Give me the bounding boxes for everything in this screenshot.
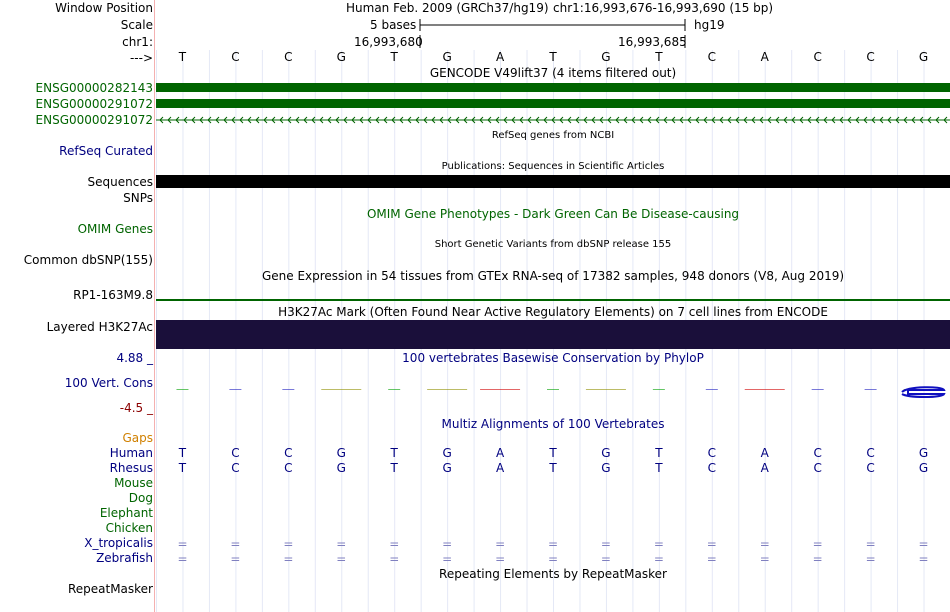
zebra-eq-6: = [442, 552, 453, 566]
gencode-item-3-label[interactable]: ENSG00000291072 [35, 113, 153, 127]
zebra-eq-2: = [230, 552, 241, 566]
species-label-elephant[interactable]: Elephant [99, 506, 153, 520]
scale-label: Scale [120, 18, 153, 32]
zebra-eq-14: = [865, 552, 876, 566]
phylop-mark-4 [321, 389, 361, 390]
zebra-eq-10: = [653, 552, 664, 566]
assembly-text: Human Feb. 2009 (GRCh37/hg19) [346, 1, 549, 15]
phylop-label[interactable]: 100 Vert. Cons [64, 376, 153, 390]
h3k27ac-title[interactable]: H3K27Ac Mark (Often Found Near Active Regulatory Elements) on 7 cell lines from ENCODE [278, 305, 828, 319]
gencode-item-2-label[interactable]: ENSG00000291072 [35, 97, 153, 111]
chrom-label: chr1: [122, 35, 153, 49]
dbsnp-label[interactable]: Common dbSNP(155) [23, 253, 153, 267]
xtrop-eq-12: = [759, 537, 770, 551]
xtrop-eq-11: = [706, 537, 717, 551]
zebra-eq-5: = [389, 552, 400, 566]
rhesus-base-9: G [601, 461, 611, 475]
phylop-title[interactable]: 100 vertebrates Basewise Conservation by PhyloP [402, 351, 704, 365]
scale-bases: 5 bases [370, 18, 417, 32]
xtrop-eq-7: = [495, 537, 506, 551]
zebra-eq-3: = [283, 552, 294, 566]
human-base-11: C [707, 446, 716, 460]
xtrop-eq-14: = [865, 537, 876, 551]
rhesus-base-15: G [918, 461, 929, 475]
phylop-mark-9 [586, 389, 626, 390]
gtex-bar[interactable] [156, 299, 950, 301]
zebra-eq-12: = [759, 552, 770, 566]
repeatmasker-title[interactable]: Repeating Elements by RepeatMasker [439, 567, 667, 581]
species-label-mouse[interactable]: Mouse [114, 476, 153, 490]
repeatmasker-label[interactable]: RepeatMasker [67, 582, 153, 596]
base-1: T [178, 50, 187, 64]
phylop-signal[interactable] [156, 384, 950, 402]
chrom-ticks [419, 33, 687, 49]
xtrop-eq-1: = [177, 537, 188, 551]
base-10: T [655, 50, 663, 64]
rhesus-base-11: C [707, 461, 716, 475]
phylop-mark-14 [865, 389, 877, 390]
species-label-dog[interactable]: Dog [128, 491, 153, 505]
phylop-mark-12 [745, 389, 785, 390]
xtrop-eq-15: = [918, 537, 929, 551]
gencode-item-1-label[interactable]: ENSG00000282143 [35, 81, 153, 95]
species-label-human[interactable]: Human [109, 446, 153, 460]
rhesus-base-3: C [284, 461, 293, 475]
omim-title[interactable]: OMIM Gene Phenotypes - Dark Green Can Be Disease-causing [366, 207, 740, 221]
snps-label[interactable]: SNPs [123, 191, 153, 205]
publications-bar[interactable] [156, 175, 950, 188]
omim-label[interactable]: OMIM Genes [77, 222, 153, 236]
xtrop-eq-2: = [230, 537, 241, 551]
rhesus-base-10: T [655, 461, 663, 475]
rhesus-base-12: A [760, 461, 769, 475]
gaps-label[interactable]: Gaps [122, 431, 153, 445]
phylop-max: 4.88 _ [116, 351, 153, 365]
base-12: A [760, 50, 769, 64]
phylop-mark-7 [480, 389, 520, 390]
human-base-2: C [231, 446, 240, 460]
strand-arrow-label: ---> [129, 51, 153, 65]
species-label-zebrafish[interactable]: Zebrafish [96, 551, 153, 565]
human-base-15: G [918, 446, 929, 460]
human-base-5: T [390, 446, 398, 460]
xtrop-eq-3: = [283, 537, 294, 551]
xtrop-eq-6: = [442, 537, 453, 551]
h3k27ac-signal[interactable] [156, 320, 950, 349]
human-base-1: T [178, 446, 187, 460]
rhesus-base-14: C [866, 461, 875, 475]
phylop-mark-5 [388, 389, 400, 390]
phylop-mark-2 [229, 389, 241, 390]
zebra-eq-13: = [812, 552, 823, 566]
xtrop-eq-5: = [389, 537, 400, 551]
human-base-8: T [549, 446, 557, 460]
rhesus-base-13: C [813, 461, 822, 475]
zebra-eq-1: = [177, 552, 188, 566]
zebra-eq-15: = [918, 552, 929, 566]
dbsnp-title[interactable]: Short Genetic Variants from dbSNP release 155 [434, 239, 672, 250]
phylop-mark-1 [176, 389, 188, 390]
xtrop-eq-10: = [653, 537, 664, 551]
scale-db: hg19 [694, 18, 725, 32]
base-13: C [813, 50, 822, 64]
gencode-title[interactable]: GENCODE V49lift37 (4 items filtered out) [429, 66, 677, 80]
zebra-eq-4: = [336, 552, 347, 566]
gtex-title[interactable]: Gene Expression in 54 tissues from GTEx RNA-seq of 17382 samples, 948 donors (V8, Aug 2019) [261, 269, 845, 283]
zebra-eq-8: = [548, 552, 559, 566]
base-2: C [231, 50, 240, 64]
human-base-10: T [655, 446, 663, 460]
base-4: G [336, 50, 346, 64]
refseq-label[interactable]: RefSeq Curated [59, 144, 153, 158]
gencode-item-3-bar[interactable] [156, 114, 950, 126]
phylop-logo-g [902, 387, 944, 397]
human-base-7: A [495, 446, 505, 460]
base-11: C [707, 50, 716, 64]
rhesus-base-7: A [495, 461, 505, 475]
xtrop-eq-8: = [548, 537, 559, 551]
base-6: G [442, 50, 452, 64]
publications-label[interactable]: Sequences [87, 175, 153, 189]
species-label-chicken[interactable]: Chicken [105, 521, 153, 535]
base-7: A [495, 50, 505, 64]
human-base-9: G [601, 446, 611, 460]
gtex-label[interactable]: RP1-163M9.8 [73, 288, 153, 302]
xtrop-eq-13: = [812, 537, 823, 551]
zebra-eq-11: = [706, 552, 717, 566]
rhesus-base-5: T [390, 461, 398, 475]
rhesus-base-4: G [336, 461, 346, 475]
gencode-item-1-bar[interactable] [156, 83, 950, 92]
phylop-mark-10 [653, 389, 665, 390]
phylop-mark-13 [812, 389, 824, 390]
species-label-x_tropicalis[interactable]: X_tropicalis [84, 536, 153, 550]
human-base-4: G [336, 446, 346, 460]
window-position-label: Window Position [55, 1, 153, 15]
chrom-pos-2: 16,993,685 [618, 35, 687, 49]
rhesus-base-1: T [178, 461, 187, 475]
gencode-item-2-bar[interactable] [156, 99, 950, 108]
human-base-14: C [866, 446, 875, 460]
position-text: chr1:16,993,676-16,993,690 (15 bp) [553, 1, 774, 15]
base-15: G [918, 50, 929, 64]
publications-title[interactable]: Publications: Sequences in Scientific Articles [441, 161, 665, 172]
refseq-title[interactable]: RefSeq genes from NCBI [491, 130, 615, 141]
chrom-pos-1: 16,993,680 [354, 35, 423, 49]
rhesus-base-8: T [549, 461, 557, 475]
base-9: G [601, 50, 611, 64]
zebra-eq-7: = [495, 552, 506, 566]
rhesus-base-2: C [231, 461, 240, 475]
species-label-rhesus[interactable]: Rhesus [109, 461, 153, 475]
xtrop-eq-9: = [600, 537, 611, 551]
phylop-mark-11 [706, 389, 718, 390]
phylop-min: -4.5 _ [119, 401, 153, 415]
xtrop-eq-4: = [336, 537, 347, 551]
phylop-mark-8 [547, 389, 559, 390]
phylop-mark-6 [427, 389, 467, 390]
human-base-13: C [813, 446, 822, 460]
base-8: T [549, 50, 557, 64]
human-base-3: C [284, 446, 293, 460]
multiz-title[interactable]: Multiz Alignments of 100 Vertebrates [441, 417, 665, 431]
h3k27ac-label[interactable]: Layered H3K27Ac [46, 320, 153, 334]
base-3: C [284, 50, 293, 64]
human-base-6: G [442, 446, 452, 460]
human-base-12: A [760, 446, 769, 460]
base-5: T [390, 50, 398, 64]
phylop-mark-3 [282, 389, 294, 390]
scale-bar [419, 17, 687, 33]
zebra-eq-9: = [600, 552, 611, 566]
rhesus-base-6: G [442, 461, 452, 475]
base-14: C [866, 50, 875, 64]
